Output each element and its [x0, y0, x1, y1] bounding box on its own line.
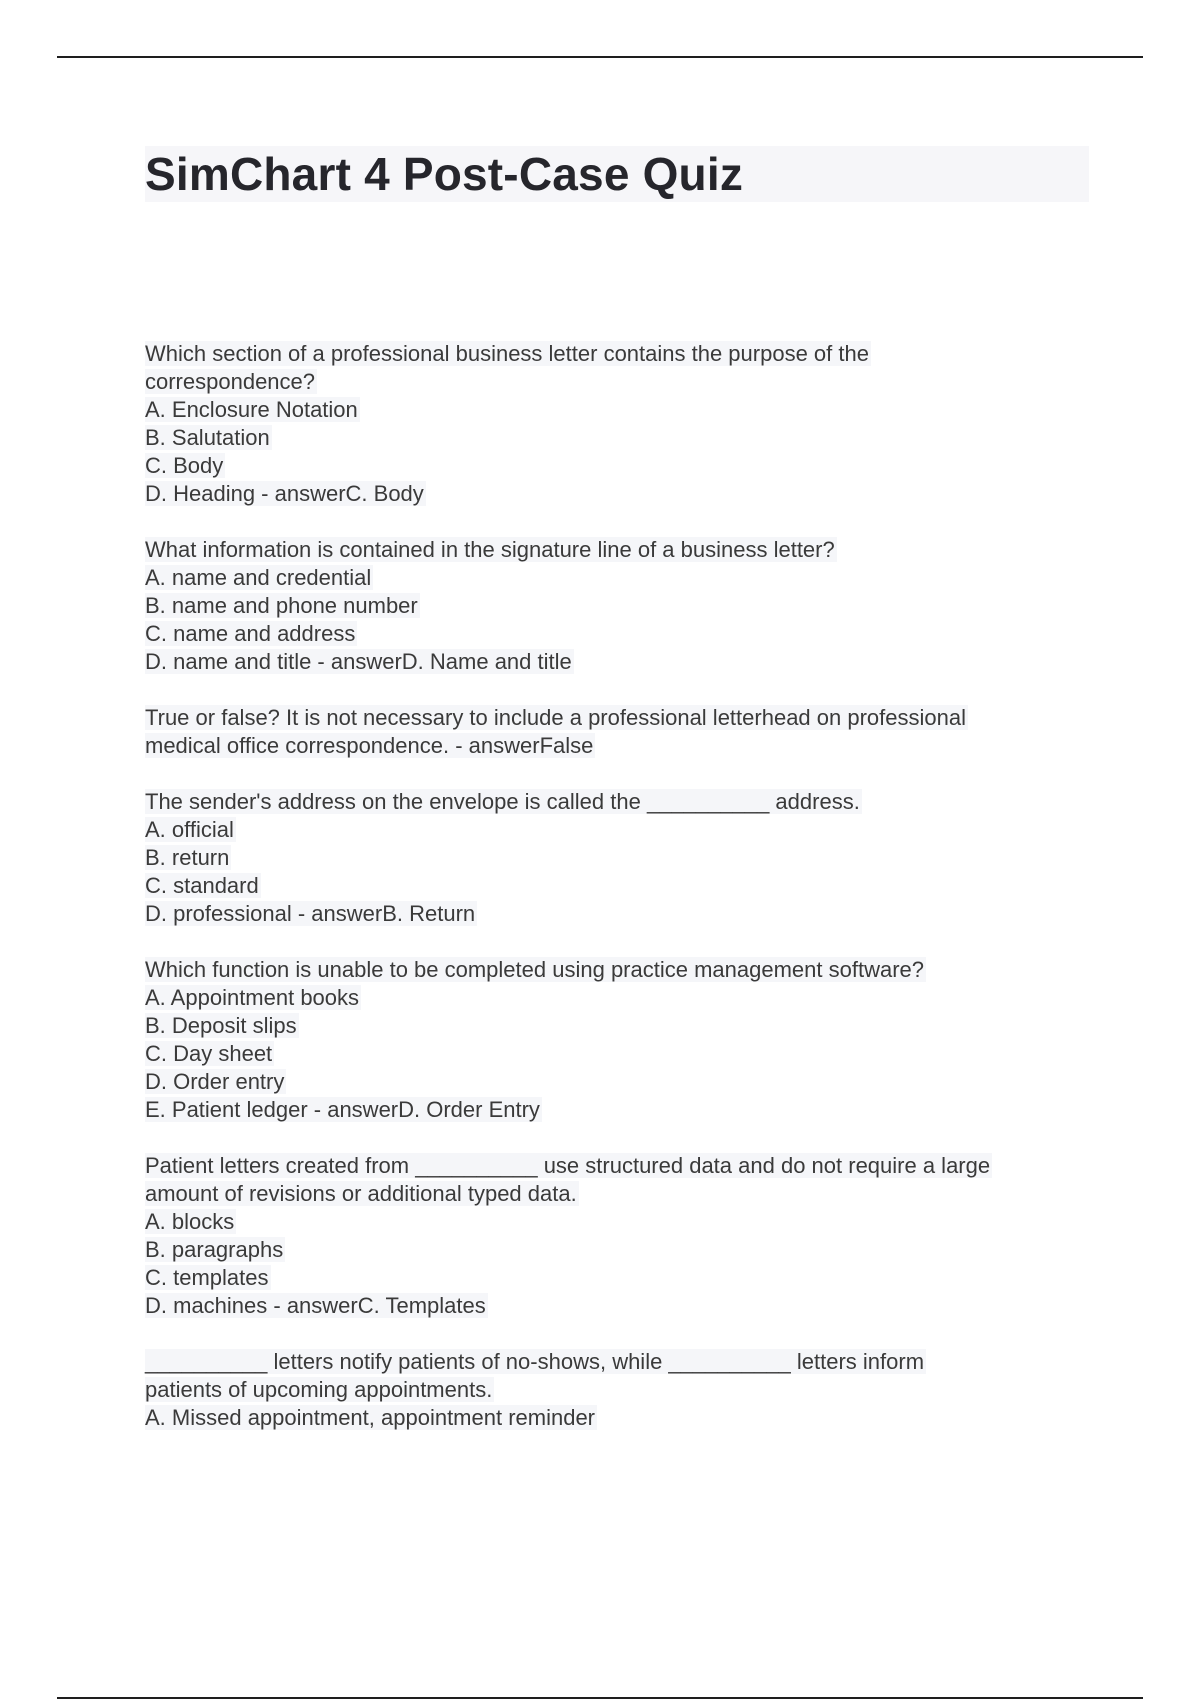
question-2-option-c: C. name and address [145, 621, 356, 646]
question-list [145, 340, 1089, 1460]
question-4-option-a: A. official [145, 817, 234, 842]
bottom-rule [57, 1697, 1143, 1699]
question-5-option-a: A. Appointment books [145, 985, 360, 1010]
question-2 [145, 536, 1089, 676]
top-rule [57, 56, 1143, 58]
question-1 [145, 340, 1089, 508]
question-1-line-1: Which section of a professional business letter contains the purpose of the [145, 341, 869, 366]
question-1-line-2: correspondence? [145, 369, 316, 394]
question-7-line-2: patients of upcoming appointments. [145, 1377, 493, 1402]
question-3-line-2-answer: medical office correspondence. - answerFalse [145, 733, 594, 758]
question-6-line-1: Patient letters created from __________ use structured data and do not require a large [145, 1153, 991, 1178]
question-3 [145, 704, 1089, 760]
question-5-option-c: C. Day sheet [145, 1041, 273, 1066]
question-7-option-a: A. Missed appointment, appointment reminder [145, 1405, 596, 1430]
question-4-option-d-answer: D. professional - answerB. Return [145, 901, 476, 926]
question-4-option-c: C. standard [145, 873, 259, 898]
question-1-option-b: B. Salutation [145, 425, 270, 450]
question-3-line-1: True or false? It is not necessary to include a professional letterhead on professional [145, 705, 966, 730]
question-5-option-d: D. Order entry [145, 1069, 285, 1094]
question-2-option-b: B. name and phone number [145, 593, 418, 618]
question-1-option-d-answer: D. Heading - answerC. Body [145, 481, 424, 506]
question-6 [145, 1152, 1089, 1320]
question-7 [145, 1348, 1089, 1432]
question-4 [145, 788, 1089, 928]
question-7-line-1: __________ letters notify patients of no-shows, while __________ letters inform [145, 1349, 925, 1374]
question-6-option-b: B. paragraphs [145, 1237, 284, 1262]
question-2-option-d-answer: D. name and title - answerD. Name and title [145, 649, 572, 674]
question-5-option-b: B. Deposit slips [145, 1013, 297, 1038]
page-title: SimChart 4 Post-Case Quiz [145, 148, 744, 200]
question-2-option-a: A. name and credential [145, 565, 372, 590]
question-1-option-a: A. Enclosure Notation [145, 397, 358, 422]
question-4-option-b: B. return [145, 845, 230, 870]
question-4-line-1: The sender's address on the envelope is called the __________ address. [145, 789, 860, 814]
question-6-option-a: A. blocks [145, 1209, 235, 1234]
title-block [145, 146, 1089, 202]
question-2-line-1: What information is contained in the signature line of a business letter? [145, 537, 835, 562]
question-5 [145, 956, 1089, 1124]
question-6-option-c: C. templates [145, 1265, 269, 1290]
question-5-option-e-answer: E. Patient ledger - answerD. Order Entry [145, 1097, 540, 1122]
question-1-option-c: C. Body [145, 453, 224, 478]
question-6-line-2: amount of revisions or additional typed data. [145, 1181, 577, 1206]
question-6-option-d-answer: D. machines - answerC. Templates [145, 1293, 486, 1318]
question-5-line-1: Which function is unable to be completed using practice management software? [145, 957, 924, 982]
